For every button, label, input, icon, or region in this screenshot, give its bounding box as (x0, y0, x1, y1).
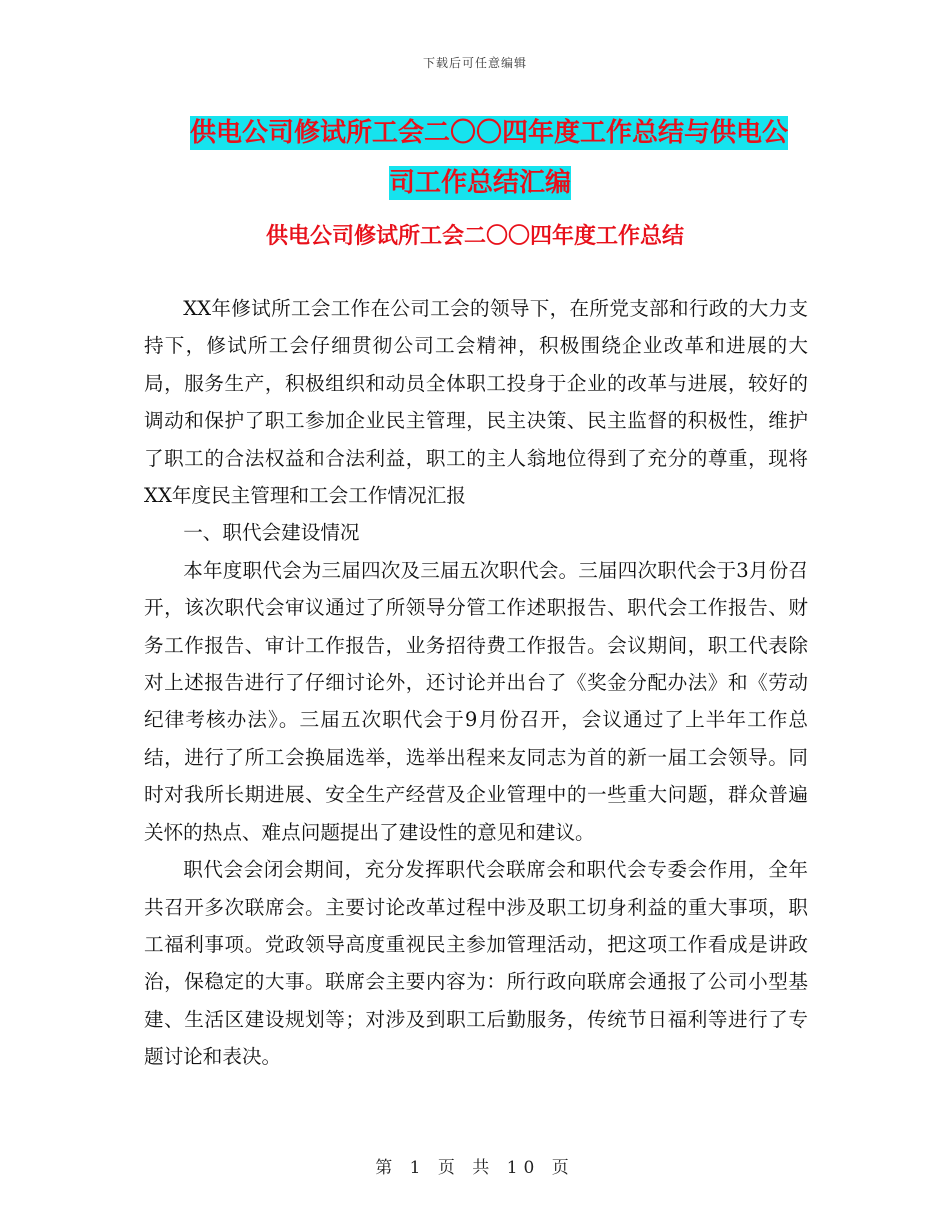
title-line-1 (190, 108, 810, 158)
section-heading-1: 一、职代会建设情况 (183, 521, 360, 545)
document-title (190, 108, 810, 208)
title-line-2 (190, 158, 810, 208)
paragraph-recess: 职代会会闭会期间，充分发挥职代会联席会和职代会专委会作用，全年共召开多次联席会。主要讨论改革过程中涉及职工切身利益的重大事项，职工福利事项。党政领导高度重视民主参加管理活动，把这项工作看成是讲政治，保稳定的大事。联席会主要内容为：所行政向联席会通报了公司小型基建、生活区建设规划等；对涉及到职工后勤服务，传统节日福利等进行了专题讨论和表决。 (144, 858, 808, 1069)
paragraph-intro: XX年修试所工会工作在公司工会的领导下，在所党支部和行政的大力支持下，修试所工会仔细贯彻公司工会精神，积极围绕企业改革和进展的大局，服务生产，积极组织和动员全体职工投身于企业的改革与进展，较好的调动和保护了职工参加企业民主管理，民主决策、民主监督的积极性，维护了职工的合法权益和合法利益，职工的主人翁地位得到了充分的尊重，现将XX年度民主管理和工会工作情况汇报 (144, 297, 808, 508)
section-title: 供电公司修试所工会二〇〇四年度工作总结 (265, 224, 684, 249)
page-number: 第 1 页 共 10 页 (375, 1158, 575, 1178)
paragraph-congress: 本年度职代会为三届四次及三届五次职代会。三届四次职代会于3月份召开，该次职代会审议通过了所领导分管工作述职报告、职代会工作报告、财务工作报告、审计工作报告，业务招待费工作报告。会议期间，职工代表除对上述报告进行了仔细讨论外，还讨论并出台了《奖金分配办法》和《劳动纪律考核办法》。三届五次职代会于9月份召开，会议通过了上半年工作总结，进行了所工会换届选举，选举出程来友同志为首的新一届工会领导。同时对我所长期进展、安全生产经营及企业管理中的一些重大问题，群众普遍关怀的热点、难点问题提出了建设性的意见和建议。 (144, 558, 808, 844)
title-line-2-text: 司工作总结汇编 (388, 168, 571, 198)
header-note: 下载后可任意编辑 (422, 56, 527, 70)
document-body (144, 290, 808, 1076)
title-line-1-text: 供电公司修试所工会二〇〇四年度工作总结与供电公 (190, 118, 789, 148)
